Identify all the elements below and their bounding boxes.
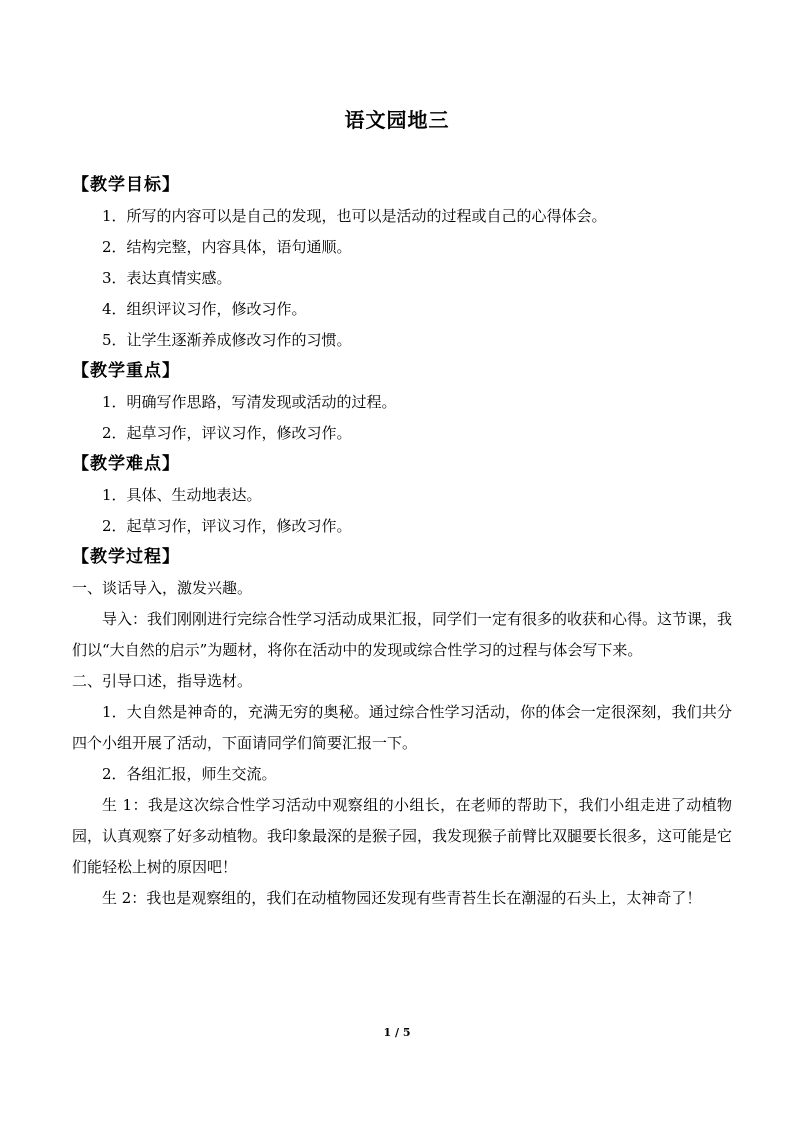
list-item: 1．明确写作思路，写清发现或活动的过程。 xyxy=(102,393,397,411)
section-heading: 【教学难点】 xyxy=(72,454,180,474)
list-item: 4．组织评议习作，修改习作。 xyxy=(102,300,307,318)
section-difficulties xyxy=(72,449,732,542)
list-item: 2．起草习作，评议习作，修改习作。 xyxy=(102,424,352,442)
paragraph-student-2: 生 2：我也是观察组的，我们在动植物园还发现有些青苔生长在潮湿的石头上，太神奇了！ xyxy=(102,889,702,907)
section-heading: 【教学过程】 xyxy=(72,547,180,567)
document-body xyxy=(72,170,732,914)
section-key-points xyxy=(72,356,732,449)
paragraph-student-1: 生 1：我是这次综合性学习活动中观察组的小组长，在老师的帮助下，我们小组走进了动植物园，认真观察了好多动植物。我印象最深的是猴子园，我发现猴子前臂比双腿要长很多，这可能是它们能轻松上树的原因吧！ xyxy=(72,796,733,876)
process-step: 二、引导口述，指导选材。 xyxy=(72,672,253,690)
paragraph-intro: 导入：我们刚刚进行完综合性学习活动成果汇报，同学们一定有很多的收获和心得。这节课，我们以“大自然的启示”为题材，将你在活动中的发现或综合性学习的过程与体会写下来。 xyxy=(72,610,733,659)
paragraph: 2．各组汇报，师生交流。 xyxy=(102,765,277,783)
paragraph: 1．大自然是神奇的，充满无穷的奥秘。通过综合性学习活动，你的体会一定很深刻，我们共分四个小组开展了活动，下面请同学们简要汇报一下。 xyxy=(72,703,732,752)
page-number: 1 / 5 xyxy=(383,1026,411,1039)
list-item: 1．具体、生动地表达。 xyxy=(102,486,262,504)
page-title: 语文园地三 xyxy=(344,108,450,132)
list-item: 2．结构完整，内容具体，语句通顺。 xyxy=(102,238,352,256)
list-item: 1．所写的内容可以是自己的发现，也可以是活动的过程或自己的心得体会。 xyxy=(102,207,607,225)
list-item: 2．起草习作，评议习作，修改习作。 xyxy=(102,517,352,535)
list-item: 5．让学生逐渐养成修改习作的习惯。 xyxy=(102,331,352,349)
list-item: 3．表达真情实感。 xyxy=(102,269,232,287)
process-step: 一、谈话导入，激发兴趣。 xyxy=(72,579,253,597)
section-heading: 【教学目标】 xyxy=(72,175,180,195)
section-heading: 【教学重点】 xyxy=(72,361,180,381)
section-teaching-goals xyxy=(72,170,732,356)
section-teaching-process xyxy=(72,542,732,914)
